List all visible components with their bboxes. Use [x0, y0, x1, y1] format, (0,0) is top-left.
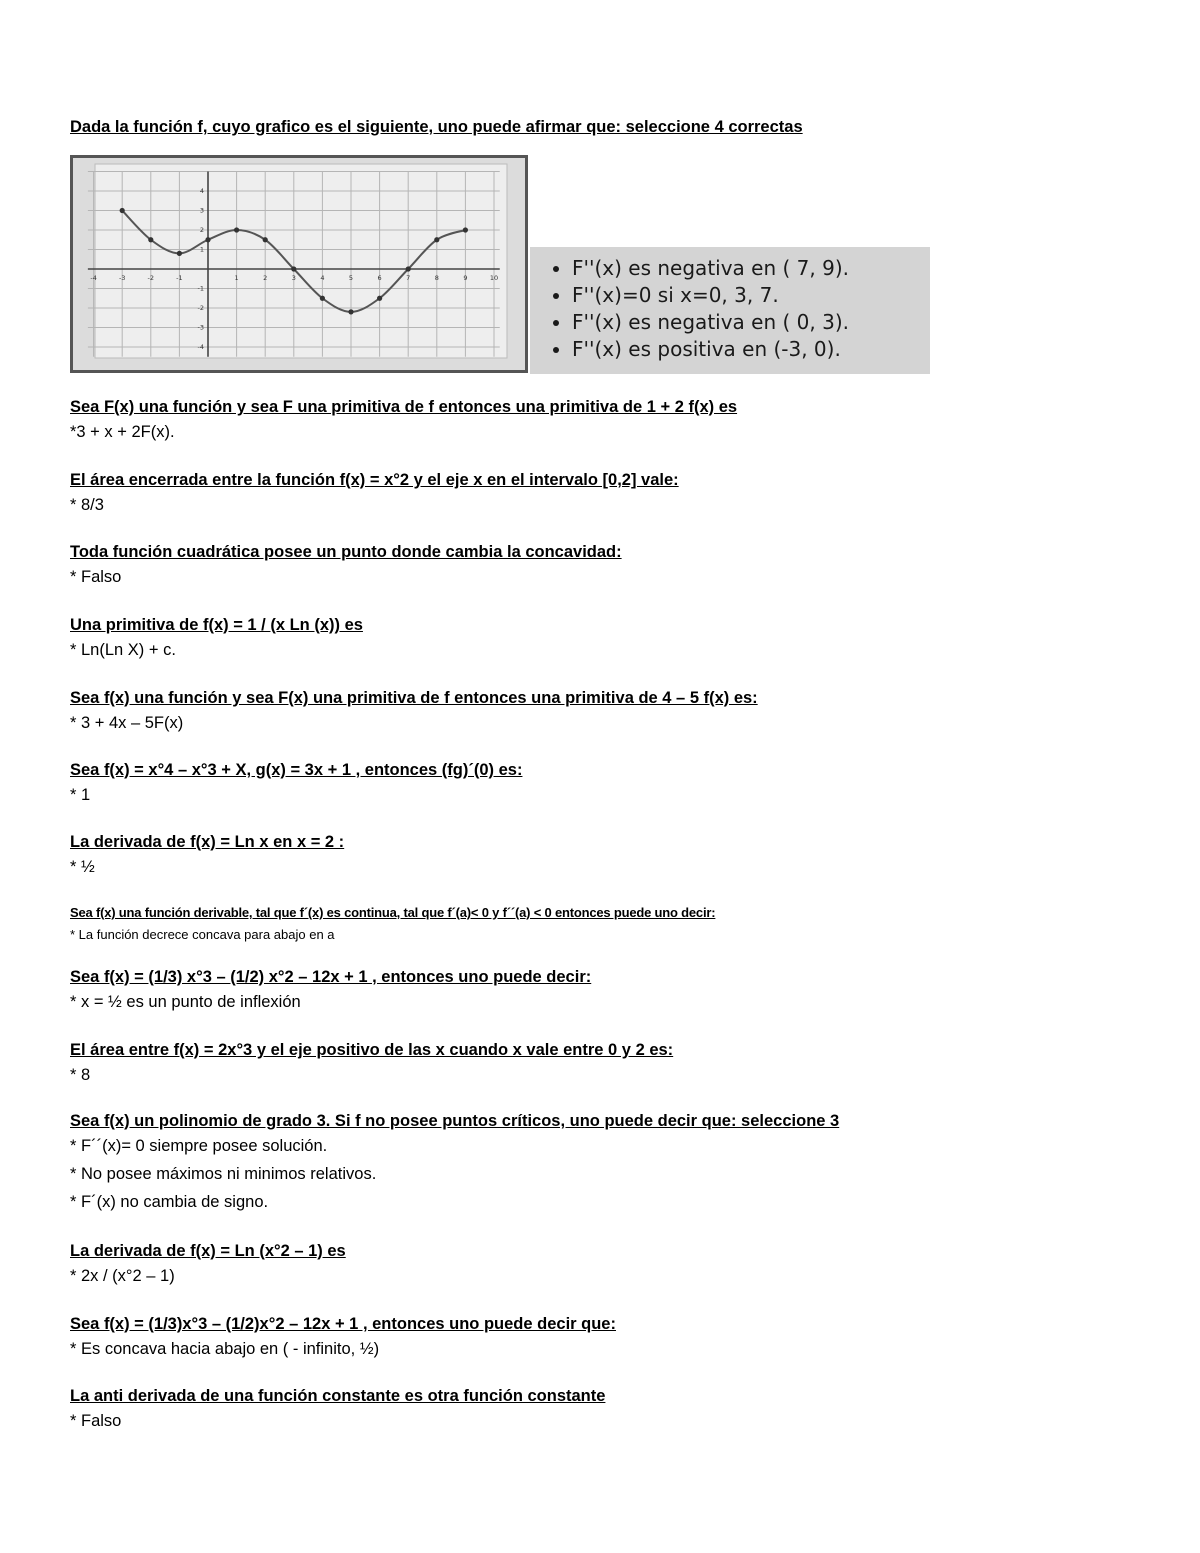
curve-point — [406, 266, 411, 271]
qa-item — [70, 1110, 839, 1216]
plot-area — [95, 164, 507, 358]
question-text: Sea f(x) = (1/3) x°3 – (1/2) x°2 – 12x + 1 , entonces uno puede decir: — [70, 968, 592, 986]
y-tick-label: 1 — [199, 245, 204, 254]
curve-point — [148, 237, 153, 242]
x-tick-label: -3 — [118, 274, 126, 282]
qa-item — [70, 396, 737, 446]
qa-item — [70, 469, 679, 519]
answer-text: * 1 — [70, 786, 91, 804]
answer-option: • F''(x)=0 si x=0, 3, 7. — [572, 282, 930, 309]
answer-text: *3 + x + 2F(x). — [70, 423, 175, 441]
y-tick-label: -3 — [197, 323, 204, 332]
graph-svg — [73, 158, 525, 370]
curve-point — [320, 296, 325, 301]
answer-options-list — [538, 255, 930, 363]
curve-point — [291, 266, 296, 271]
x-tick-label: 3 — [291, 274, 296, 282]
answer-option: • F''(x) es positiva en (-3, 0). — [572, 336, 930, 363]
answer-text: * 8/3 — [70, 496, 104, 514]
answer-text: * No posee máximos ni minimos relativos. — [70, 1165, 377, 1183]
answer-text: * F´´(x)= 0 siempre posee solución. — [70, 1137, 328, 1155]
x-tick-label: 8 — [434, 274, 439, 282]
question-text: Toda función cuadrática posee un punto donde cambia la concavidad: — [70, 543, 622, 561]
question-text: La derivada de f(x) = Ln x en x = 2 : — [70, 833, 345, 851]
answer-text: * 2x / (x°2 – 1) — [70, 1267, 175, 1285]
qa-item — [70, 1240, 346, 1290]
answer-text: * 8 — [70, 1066, 91, 1084]
x-tick-label: 2 — [263, 274, 268, 282]
x-tick-label: -1 — [176, 274, 183, 282]
question-text: La derivada de f(x) = Ln (x°2 – 1) es — [70, 1242, 346, 1260]
answer-text: * Es concava hacia abajo en ( - infinito, ½) — [70, 1340, 380, 1358]
answer-text: * x = ½ es un punto de inflexión — [70, 993, 301, 1011]
curve-point — [263, 237, 268, 242]
question-text: El área entre f(x) = 2x°3 y el eje positivo de las x cuando x vale entre 0 y 2 es: — [70, 1041, 674, 1059]
question-text: Sea f(x) una función derivable, tal que f´(x) es continua, tal que f´(a)< 0 y f´´(a) < 0 entonces puede uno decir: — [70, 905, 716, 920]
answer-text: * F´(x) no cambia de signo. — [70, 1193, 269, 1211]
answer-option: • F''(x) es negativa en ( 7, 9). — [572, 255, 930, 282]
x-tick-label: -4 — [90, 274, 97, 282]
answer-text: * La función decrece concava para abajo en a — [70, 927, 335, 942]
curve-point — [234, 227, 239, 232]
qa-item — [70, 1039, 673, 1089]
qa-item — [70, 831, 344, 881]
curve-point — [177, 251, 182, 256]
x-tick-label: -2 — [147, 274, 155, 282]
y-tick-label: -2 — [197, 304, 204, 312]
qa-item — [70, 687, 758, 737]
x-tick-label: 6 — [377, 274, 382, 282]
answer-text: * 3 + 4x – 5F(x) — [70, 714, 184, 732]
function-graph — [70, 155, 528, 373]
question-text: El área encerrada entre la función f(x) = x°2 y el eje x en el intervalo [0,2] vale: — [70, 471, 679, 489]
answer-text: * ½ — [70, 858, 95, 876]
answer-text: * Ln(Ln X) + c. — [70, 641, 176, 659]
x-tick-label: 1 — [234, 274, 239, 282]
y-tick-label: -1 — [197, 284, 204, 293]
question-text: Sea f(x) = x°4 – x°3 + X, g(x) = 3x + 1 , entonces (fg)´(0) es: — [70, 761, 523, 779]
x-tick-label: 9 — [463, 274, 468, 282]
answer-text: * Falso — [70, 568, 122, 586]
curve-point — [434, 237, 439, 242]
curve-point — [120, 208, 125, 213]
x-tick-label: 4 — [320, 274, 325, 282]
answer-text: * Falso — [70, 1412, 122, 1430]
curve-point — [348, 309, 353, 314]
question-title: Dada la función f, cuyo grafico es el siguiente, uno puede afirmar que: seleccione 4 correctas — [70, 118, 803, 136]
question-text: Sea f(x) = (1/3)x°3 – (1/2)x°2 – 12x + 1 , entonces uno puede decir que: — [70, 1315, 616, 1333]
y-tick-label: 4 — [199, 187, 204, 195]
qa-item — [70, 614, 363, 664]
question-text: Sea F(x) una función y sea F una primitiva de f entonces una primitiva de 1 + 2 f(x) es — [70, 398, 738, 416]
x-tick-label: 10 — [489, 274, 499, 282]
question-text: Una primitiva de f(x) = 1 / (x Ln (x)) es — [70, 616, 363, 634]
answer-option: • F''(x) es negativa en ( 0, 3). — [572, 309, 930, 336]
y-tick-label: 2 — [199, 226, 204, 234]
curve-point — [463, 227, 468, 232]
qa-item — [70, 1313, 616, 1363]
answer-options-image — [530, 247, 930, 374]
qa-item — [70, 966, 591, 1016]
qa-item — [70, 1385, 605, 1435]
curve-point — [205, 237, 210, 242]
qa-item — [70, 759, 522, 809]
y-tick-label: -4 — [197, 343, 204, 351]
qa-item — [70, 902, 715, 946]
curve-point — [377, 296, 382, 301]
x-tick-label: 5 — [348, 274, 354, 282]
x-tick-label: 7 — [406, 274, 411, 282]
y-tick-label: 3 — [199, 206, 204, 215]
qa-item — [70, 541, 622, 591]
question-text: La anti derivada de una función constante es otra función constante — [70, 1387, 606, 1405]
figure-row — [70, 155, 930, 375]
question-text: Sea f(x) un polinomio de grado 3. Si f no posee puntos críticos, uno puede decir que: seleccione 3 — [70, 1112, 840, 1130]
question-text: Sea f(x) una función y sea F(x) una primitiva de f entonces una primitiva de 4 – 5 f(x) es: — [70, 689, 758, 707]
